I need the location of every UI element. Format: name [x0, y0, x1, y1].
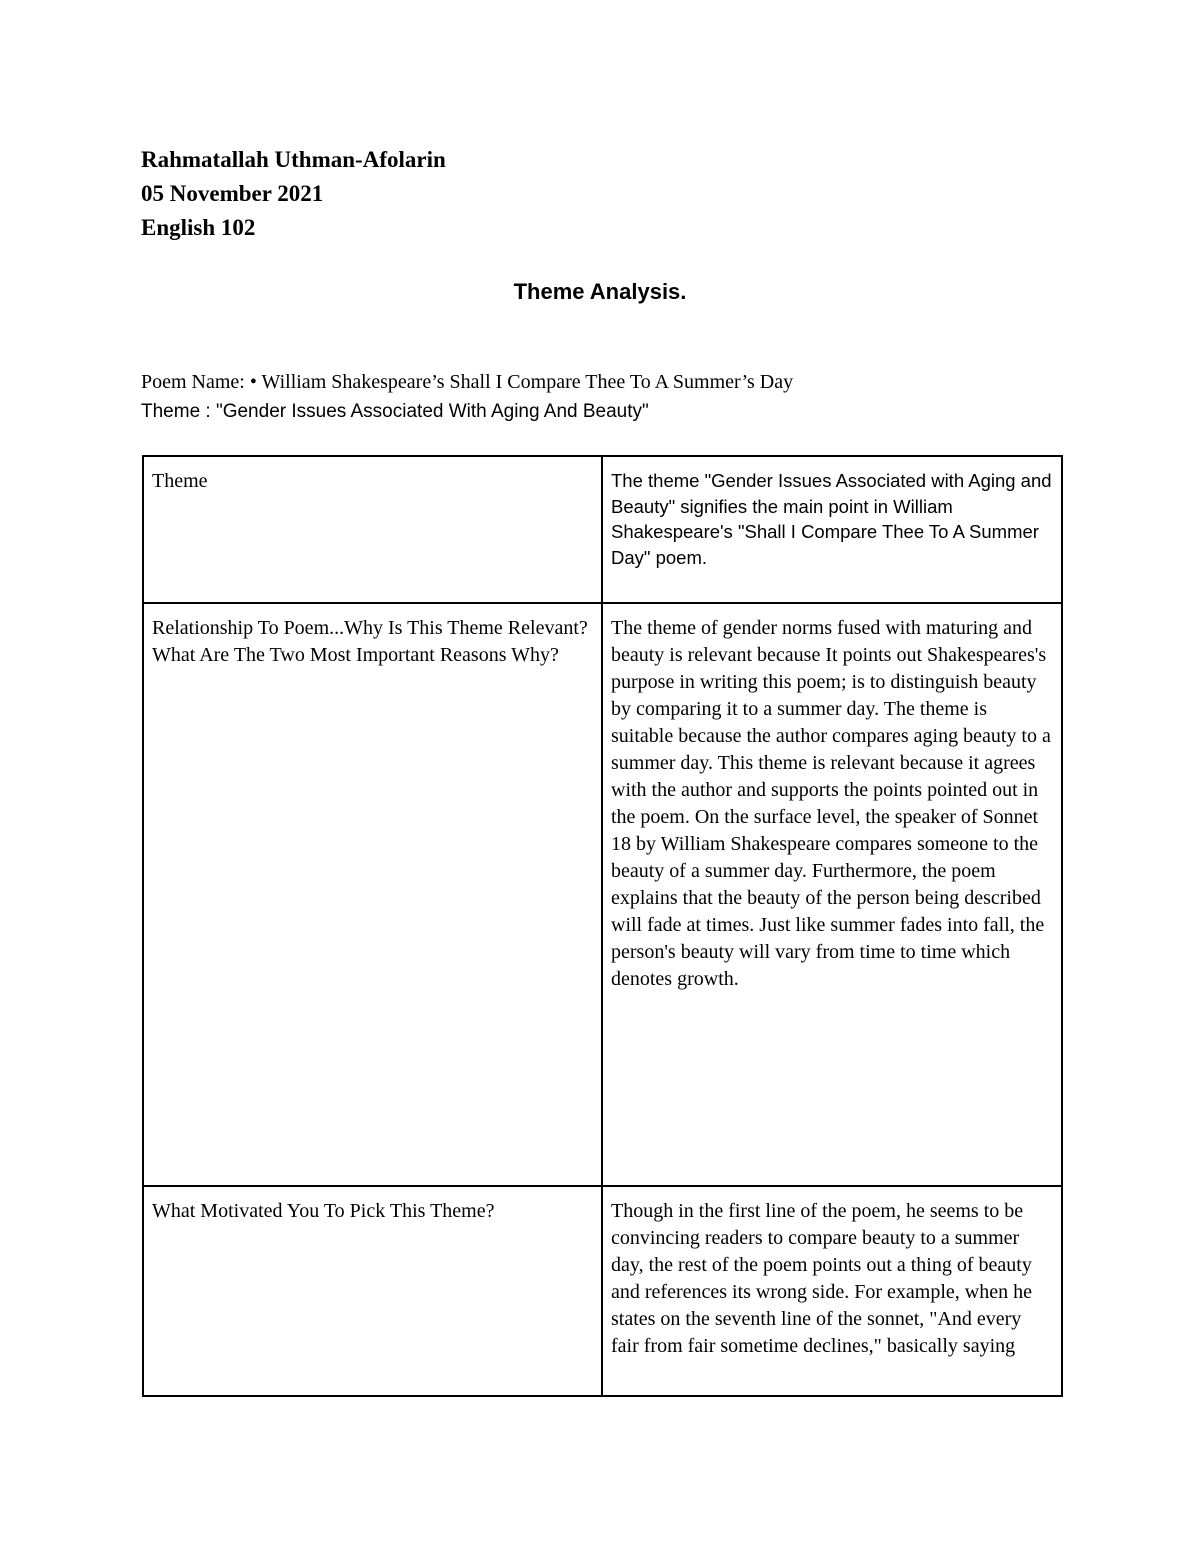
row-content-motivation: Though in the first line of the poem, he seems to be convincing readers to compare beauty to a summer day, the rest of the poem points out a thing of beauty and references its wrong side. For example, when he states on the seventh line of the sonnet, "And every fair from fair sometime declines," basically saying	[602, 1186, 1062, 1396]
row-label-motivation: What Motivated You To Pick This Theme?	[143, 1186, 602, 1396]
table-row	[143, 456, 1062, 603]
author-name: Rahmatallah Uthman-Afolarin	[141, 147, 446, 172]
row-content-theme: The theme "Gender Issues Associated with Aging and Beauty" signifies the main point in William Shakespeare's "Shall I Compare Thee To A Summer Day" poem.	[602, 456, 1062, 603]
table-row	[143, 603, 1062, 1186]
table-row	[143, 1186, 1062, 1396]
page-title: Theme Analysis.	[513, 279, 687, 304]
poem-name-line: Poem Name: • William Shakespeare’s Shall I Compare Thee To A Summer’s Day	[141, 371, 794, 393]
document-header	[141, 143, 446, 245]
course-name: English 102	[141, 215, 256, 240]
row-label-relationship: Relationship To Poem...Why Is This Theme Relevant? What Are The Two Most Important Reasons Why?	[143, 603, 602, 1186]
theme-line: Theme : "Gender Issues Associated With Aging And Beauty"	[141, 401, 649, 422]
document-date: 05 November 2021	[141, 181, 324, 206]
row-content-relationship: The theme of gender norms fused with maturing and beauty is relevant because It points out Shakespeares's purpose in writing this poem; is to distinguish beauty by comparing it to a summer day. The theme is suitable because the author compares aging beauty to a summer day. This theme is relevant because it agrees with the author and supports the points pointed out in the poem. On the surface level, the speaker of Sonnet 18 by William Shakespeare compares someone to the beauty of a summer day. Furthermore, the poem explains that the beauty of the person being described will fade at times. Just like summer fades into fall, the person's beauty will vary from time to time which denotes growth.	[602, 603, 1062, 1186]
row-label-theme: Theme	[143, 456, 602, 603]
theme-analysis-table	[142, 455, 1063, 1397]
